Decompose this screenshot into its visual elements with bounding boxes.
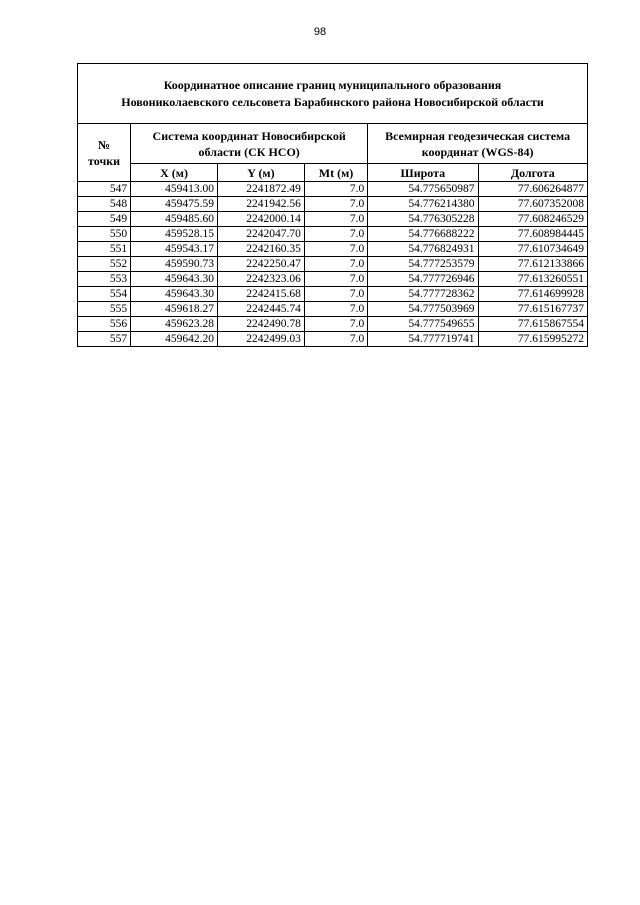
table-title-line-1: Координатное описание границ муниципального образования xyxy=(163,77,502,92)
mt-cell: 7.0 xyxy=(304,197,367,212)
mt-cell: 7.0 xyxy=(304,227,367,242)
y-cell: 2242415.68 xyxy=(217,287,304,302)
point-number-cell: 549 xyxy=(78,212,131,227)
latitude-cell: 54.776214380 xyxy=(368,197,478,212)
point-number-cell: 548 xyxy=(78,197,131,212)
point-number-cell: 553 xyxy=(78,272,131,287)
mt-cell: 7.0 xyxy=(304,332,367,347)
longitude-cell: 77.615867554 xyxy=(478,317,587,332)
mt-cell: 7.0 xyxy=(304,302,367,317)
latitude-cell: 54.777549655 xyxy=(368,317,478,332)
table-row xyxy=(78,302,588,317)
y-cell: 2242323.06 xyxy=(217,272,304,287)
header-local-system: Система координат Новосибирской области (СК НСО) xyxy=(131,124,368,164)
table-row xyxy=(78,332,588,347)
table-title xyxy=(78,64,588,124)
table-row xyxy=(78,287,588,302)
table-row xyxy=(78,227,588,242)
y-cell: 2242160.35 xyxy=(217,242,304,257)
latitude-cell: 54.776305228 xyxy=(368,212,478,227)
x-cell: 459618.27 xyxy=(131,302,218,317)
longitude-cell: 77.607352008 xyxy=(478,197,587,212)
point-number-cell: 556 xyxy=(78,317,131,332)
x-cell: 459643.30 xyxy=(131,287,218,302)
latitude-cell: 54.776824931 xyxy=(368,242,478,257)
header-point-number xyxy=(78,124,131,182)
x-cell: 459590.73 xyxy=(131,257,218,272)
longitude-cell: 77.610734649 xyxy=(478,242,587,257)
x-cell: 459528.15 xyxy=(131,227,218,242)
mt-cell: 7.0 xyxy=(304,317,367,332)
table-body xyxy=(78,182,588,347)
x-cell: 459485.60 xyxy=(131,212,218,227)
latitude-cell: 54.777253579 xyxy=(368,257,478,272)
longitude-cell: 77.608246529 xyxy=(478,212,587,227)
longitude-cell: 77.612133866 xyxy=(478,257,587,272)
y-cell: 2242000.14 xyxy=(217,212,304,227)
table-row xyxy=(78,182,588,197)
y-cell: 2242499.03 xyxy=(217,332,304,347)
point-number-cell: 550 xyxy=(78,227,131,242)
x-cell: 459413.00 xyxy=(131,182,218,197)
longitude-cell: 77.608984445 xyxy=(478,227,587,242)
header-x: X (м) xyxy=(131,164,218,182)
latitude-cell: 54.777503969 xyxy=(368,302,478,317)
latitude-cell: 54.777726946 xyxy=(368,272,478,287)
header-wgs-system: Всемирная геодезическая система координат (WGS-84) xyxy=(368,124,588,164)
y-cell: 2242047.70 xyxy=(217,227,304,242)
longitude-cell: 77.615167737 xyxy=(478,302,587,317)
table-row xyxy=(78,197,588,212)
header-mt: Mt (м) xyxy=(304,164,367,182)
point-number-cell: 551 xyxy=(78,242,131,257)
header-longitude: Долгота xyxy=(478,164,587,182)
table-row xyxy=(78,272,588,287)
x-cell: 459643.30 xyxy=(131,272,218,287)
mt-cell: 7.0 xyxy=(304,242,367,257)
coordinates-table xyxy=(77,63,588,347)
y-cell: 2242490.78 xyxy=(217,317,304,332)
table-row xyxy=(78,317,588,332)
header-y: Y (м) xyxy=(217,164,304,182)
header-point-number-symbol: № xyxy=(98,137,111,152)
y-cell: 2242445.74 xyxy=(217,302,304,317)
header-point-number-label: точки xyxy=(88,153,121,168)
table-row xyxy=(78,257,588,272)
x-cell: 459475.59 xyxy=(131,197,218,212)
point-number-cell: 547 xyxy=(78,182,131,197)
y-cell: 2241872.49 xyxy=(217,182,304,197)
mt-cell: 7.0 xyxy=(304,287,367,302)
latitude-cell: 54.776688222 xyxy=(368,227,478,242)
y-cell: 2241942.56 xyxy=(217,197,304,212)
point-number-cell: 554 xyxy=(78,287,131,302)
x-cell: 459543.17 xyxy=(131,242,218,257)
point-number-cell: 555 xyxy=(78,302,131,317)
page-number: 98 xyxy=(313,26,327,38)
y-cell: 2242250.47 xyxy=(217,257,304,272)
latitude-cell: 54.775650987 xyxy=(368,182,478,197)
x-cell: 459623.28 xyxy=(131,317,218,332)
latitude-cell: 54.777719741 xyxy=(368,332,478,347)
point-number-cell: 552 xyxy=(78,257,131,272)
mt-cell: 7.0 xyxy=(304,212,367,227)
mt-cell: 7.0 xyxy=(304,272,367,287)
point-number-cell: 557 xyxy=(78,332,131,347)
mt-cell: 7.0 xyxy=(304,182,367,197)
longitude-cell: 77.613260551 xyxy=(478,272,587,287)
longitude-cell: 77.606264877 xyxy=(478,182,587,197)
x-cell: 459642.20 xyxy=(131,332,218,347)
table-row xyxy=(78,212,588,227)
latitude-cell: 54.777728362 xyxy=(368,287,478,302)
header-latitude: Широта xyxy=(368,164,478,182)
table-row xyxy=(78,242,588,257)
table-title-line-2: Новониколаевского сельсовета Барабинского района Новосибирской области xyxy=(121,94,544,109)
longitude-cell: 77.615995272 xyxy=(478,332,587,347)
mt-cell: 7.0 xyxy=(304,257,367,272)
longitude-cell: 77.614699928 xyxy=(478,287,587,302)
